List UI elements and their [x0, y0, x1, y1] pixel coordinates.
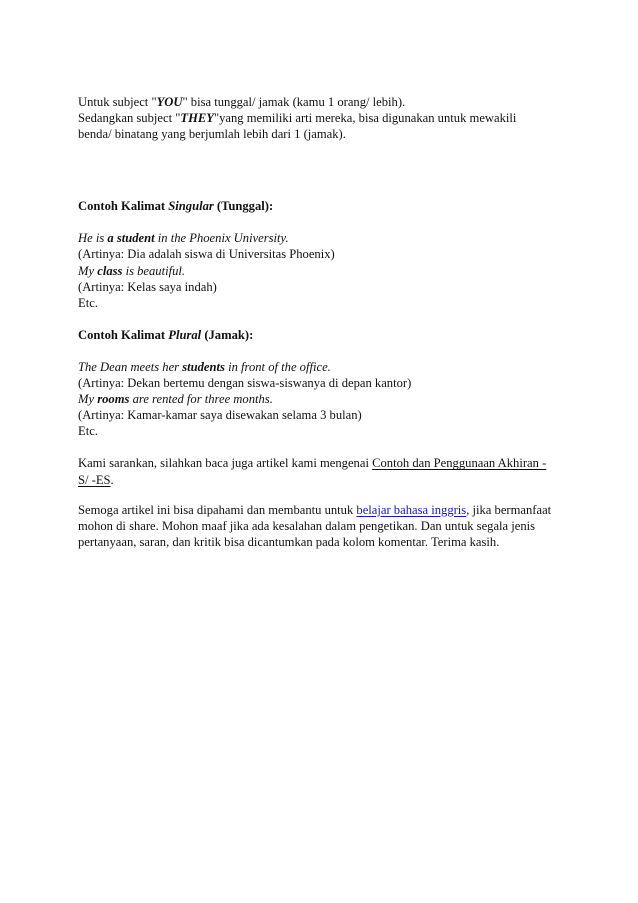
heading-text: (Tunggal):	[213, 199, 274, 214]
heading-emphasis: Singular	[168, 199, 214, 214]
heading-text: Contoh Kalimat	[78, 327, 169, 342]
singular-heading	[78, 198, 578, 214]
plural-example-1	[78, 359, 578, 375]
singular-translation-2: (Artinya: Kelas saya indah)	[78, 279, 217, 294]
example-text: My	[78, 392, 98, 407]
heading-text: Contoh Kalimat	[78, 199, 169, 214]
plural-translation-1: (Artinya: Dekan bertemu dengan siswa-siswanya di depan kantor)	[78, 376, 412, 391]
suffix-article-link-continued[interactable]: S/ -ES	[78, 472, 111, 487]
heading-text: (Jamak):	[201, 327, 254, 342]
closing-line-2: mohon di share. Mohon maaf jika ada kesalahan dalam pengetikan. Dan untuk segala jenis	[78, 518, 536, 533]
closing-line-1	[78, 502, 578, 518]
example-text: in the Phoenix University.	[154, 231, 289, 246]
example-emphasis: class	[97, 263, 123, 278]
example-emphasis: students	[182, 359, 225, 374]
example-text: are rented for three months.	[129, 392, 273, 407]
intro-text: "yang memiliki arti mereka, bisa digunakan untuk mewakili	[213, 111, 517, 126]
example-text: The Dean meets her	[78, 359, 183, 374]
plural-heading	[78, 327, 578, 343]
document-page	[78, 94, 578, 550]
example-emphasis: a student	[107, 231, 155, 246]
example-text: is beautiful.	[122, 263, 186, 278]
suggestion-line-2	[78, 472, 578, 488]
plural-etc: Etc.	[78, 424, 98, 439]
singular-example-1	[78, 230, 578, 246]
closing-text: , jika bermanfaat	[466, 502, 552, 517]
example-text: My	[78, 263, 98, 278]
example-text: He is	[78, 231, 108, 246]
singular-translation-1: (Artinya: Dia adalah siswa di Universitas Phoenix)	[78, 247, 335, 262]
learn-english-link[interactable]: belajar bahasa inggris	[356, 502, 467, 517]
suffix-article-link[interactable]: Contoh dan Penggunaan Akhiran -	[372, 456, 547, 471]
intro-text: Untuk subject "	[78, 95, 157, 109]
intro-emphasis-they: THEY	[180, 111, 214, 126]
suggestion-line-1	[78, 455, 578, 471]
intro-text: Sedangkan subject "	[78, 111, 181, 126]
intro-line-3: benda/ binatang yang berjumlah lebih dari 1 (jamak).	[78, 127, 346, 142]
closing-text: Semoga artikel ini bisa dipahami dan membantu untuk	[78, 502, 357, 517]
intro-text: " bisa tunggal/ jamak (kamu 1 orang/ lebih).	[182, 95, 406, 109]
intro-line-2	[78, 110, 578, 126]
heading-emphasis: Plural	[168, 327, 202, 342]
example-emphasis: rooms	[97, 392, 130, 407]
closing-line-3: pertanyaan, saran, dan kritik bisa dicantumkan pada kolom komentar. Terima kasih.	[78, 534, 500, 549]
suggestion-text: Kami sarankan, silahkan baca juga artikel kami mengenai	[78, 456, 373, 471]
example-text: in front of the office.	[224, 359, 331, 374]
intro-line-1	[78, 94, 578, 110]
plural-translation-2: (Artinya: Kamar-kamar saya disewakan selama 3 bulan)	[78, 408, 362, 423]
plural-example-2	[78, 391, 578, 407]
singular-etc: Etc.	[78, 295, 98, 310]
intro-emphasis-you: YOU	[156, 95, 183, 109]
suggestion-text: .	[110, 472, 114, 487]
singular-example-2	[78, 263, 578, 279]
